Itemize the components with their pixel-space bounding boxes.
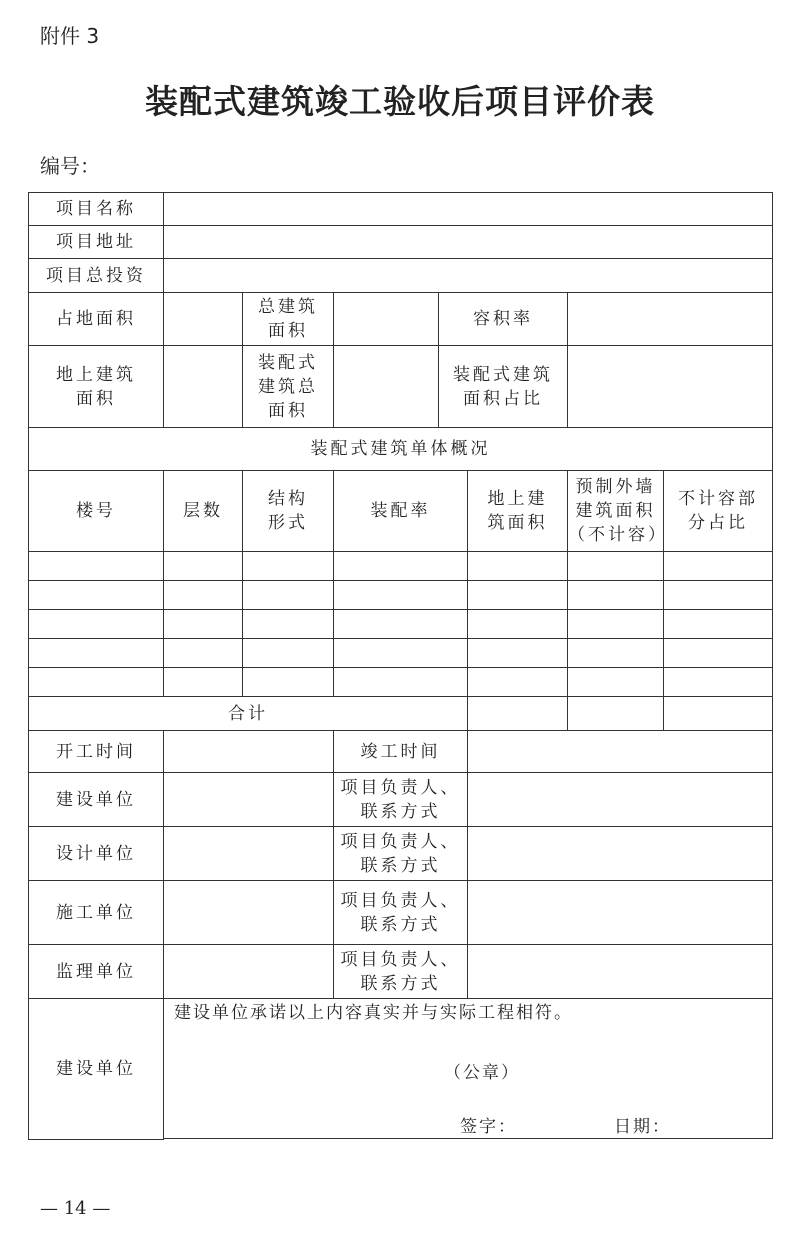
page-number: — 14 — xyxy=(40,1198,111,1219)
unit-label: 施工单位 xyxy=(28,880,164,945)
table-cell[interactable] xyxy=(163,638,243,668)
table-cell[interactable] xyxy=(663,580,773,610)
serial-number-label: 编号： xyxy=(40,154,100,178)
label: 竣工时间 xyxy=(333,730,468,773)
table-cell[interactable] xyxy=(467,667,568,697)
table-cell[interactable] xyxy=(28,667,164,697)
field[interactable] xyxy=(163,345,243,428)
label: 装配式建筑 面积占比 xyxy=(438,345,568,428)
column-header: 层数 xyxy=(163,470,243,552)
label: 占地面积 xyxy=(28,292,164,346)
total-label: 合计 xyxy=(28,696,468,731)
label: 开工时间 xyxy=(28,730,164,773)
table-cell[interactable] xyxy=(567,609,664,639)
field[interactable] xyxy=(163,292,243,346)
field-contact[interactable] xyxy=(467,880,773,945)
field-unit[interactable] xyxy=(163,826,334,881)
table-cell[interactable] xyxy=(467,551,568,581)
commitment-box xyxy=(163,998,773,1139)
contact-label: 项目负责人、 联系方式 xyxy=(333,944,468,999)
table-cell[interactable] xyxy=(467,609,568,639)
label: 总建筑 面积 xyxy=(242,292,334,346)
label-project-investment: 项目总投资 xyxy=(28,258,164,293)
table-cell[interactable] xyxy=(163,609,243,639)
table-cell[interactable] xyxy=(333,667,468,697)
table-cell[interactable] xyxy=(467,580,568,610)
unit-label: 建设单位 xyxy=(28,772,164,827)
table-cell[interactable] xyxy=(663,609,773,639)
section-title: 装配式建筑单体概况 xyxy=(28,427,773,471)
field-project-address[interactable] xyxy=(163,225,773,259)
table-cell[interactable] xyxy=(28,638,164,668)
table-cell[interactable] xyxy=(163,580,243,610)
field-unit[interactable] xyxy=(163,880,334,945)
field-start-time[interactable] xyxy=(163,730,334,773)
contact-label: 项目负责人、 联系方式 xyxy=(333,772,468,827)
field-completion-time[interactable] xyxy=(467,730,773,773)
table-cell[interactable] xyxy=(163,551,243,581)
column-header: 装配率 xyxy=(333,470,468,552)
field-contact[interactable] xyxy=(467,772,773,827)
table-cell[interactable] xyxy=(663,638,773,668)
seal-label: （公章） xyxy=(444,1063,520,1083)
table-cell[interactable] xyxy=(242,667,334,697)
field-unit[interactable] xyxy=(163,772,334,827)
table-cell[interactable] xyxy=(28,551,164,581)
column-header: 结构 形式 xyxy=(242,470,334,552)
column-header: 楼号 xyxy=(28,470,164,552)
field[interactable] xyxy=(567,345,773,428)
table-cell[interactable] xyxy=(467,638,568,668)
total-cell[interactable] xyxy=(663,696,773,731)
attachment-label: 附件 3 xyxy=(40,24,100,48)
table-cell[interactable] xyxy=(242,580,334,610)
table-cell[interactable] xyxy=(567,667,664,697)
table-cell[interactable] xyxy=(242,609,334,639)
table-cell[interactable] xyxy=(333,551,468,581)
field[interactable] xyxy=(333,292,439,346)
field[interactable] xyxy=(333,345,439,428)
table-cell[interactable] xyxy=(567,551,664,581)
field[interactable] xyxy=(567,292,773,346)
signature-label: 签字： xyxy=(460,1117,517,1137)
total-cell[interactable] xyxy=(467,696,568,731)
label-project-name: 项目名称 xyxy=(28,192,164,226)
table-cell[interactable] xyxy=(567,638,664,668)
contact-label: 项目负责人、 联系方式 xyxy=(333,826,468,881)
label: 地上建筑 面积 xyxy=(28,345,164,428)
column-header: 不计容部 分占比 xyxy=(663,470,773,552)
label-project-address: 项目地址 xyxy=(28,225,164,259)
unit-label: 设计单位 xyxy=(28,826,164,881)
date-label: 日期： xyxy=(614,1117,671,1137)
total-cell[interactable] xyxy=(567,696,664,731)
table-cell[interactable] xyxy=(333,609,468,639)
table-cell[interactable] xyxy=(663,667,773,697)
table-cell[interactable] xyxy=(663,551,773,581)
field-unit[interactable] xyxy=(163,944,334,999)
unit-label: 监理单位 xyxy=(28,944,164,999)
unit-label: 建设单位 xyxy=(28,998,164,1140)
column-header: 地上建 筑面积 xyxy=(467,470,568,552)
table-cell[interactable] xyxy=(242,638,334,668)
label: 装配式 建筑总 面积 xyxy=(242,345,334,428)
table-cell[interactable] xyxy=(333,580,468,610)
field-project-investment[interactable] xyxy=(163,258,773,293)
page-title: 装配式建筑竣工验收后项目评价表 xyxy=(145,82,655,121)
column-header: 预制外墙 建筑面积 （不计容） xyxy=(567,470,664,552)
table-cell[interactable] xyxy=(333,638,468,668)
table-cell[interactable] xyxy=(242,551,334,581)
table-cell[interactable] xyxy=(567,580,664,610)
contact-label: 项目负责人、 联系方式 xyxy=(333,880,468,945)
field-project-name[interactable] xyxy=(163,192,773,226)
table-cell[interactable] xyxy=(163,667,243,697)
table-cell[interactable] xyxy=(28,609,164,639)
field-contact[interactable] xyxy=(467,944,773,999)
promise-text: 建设单位承诺以上内容真实并与实际工程相符。 xyxy=(174,1003,573,1023)
table-cell[interactable] xyxy=(28,580,164,610)
label: 容积率 xyxy=(438,292,568,346)
field-contact[interactable] xyxy=(467,826,773,881)
